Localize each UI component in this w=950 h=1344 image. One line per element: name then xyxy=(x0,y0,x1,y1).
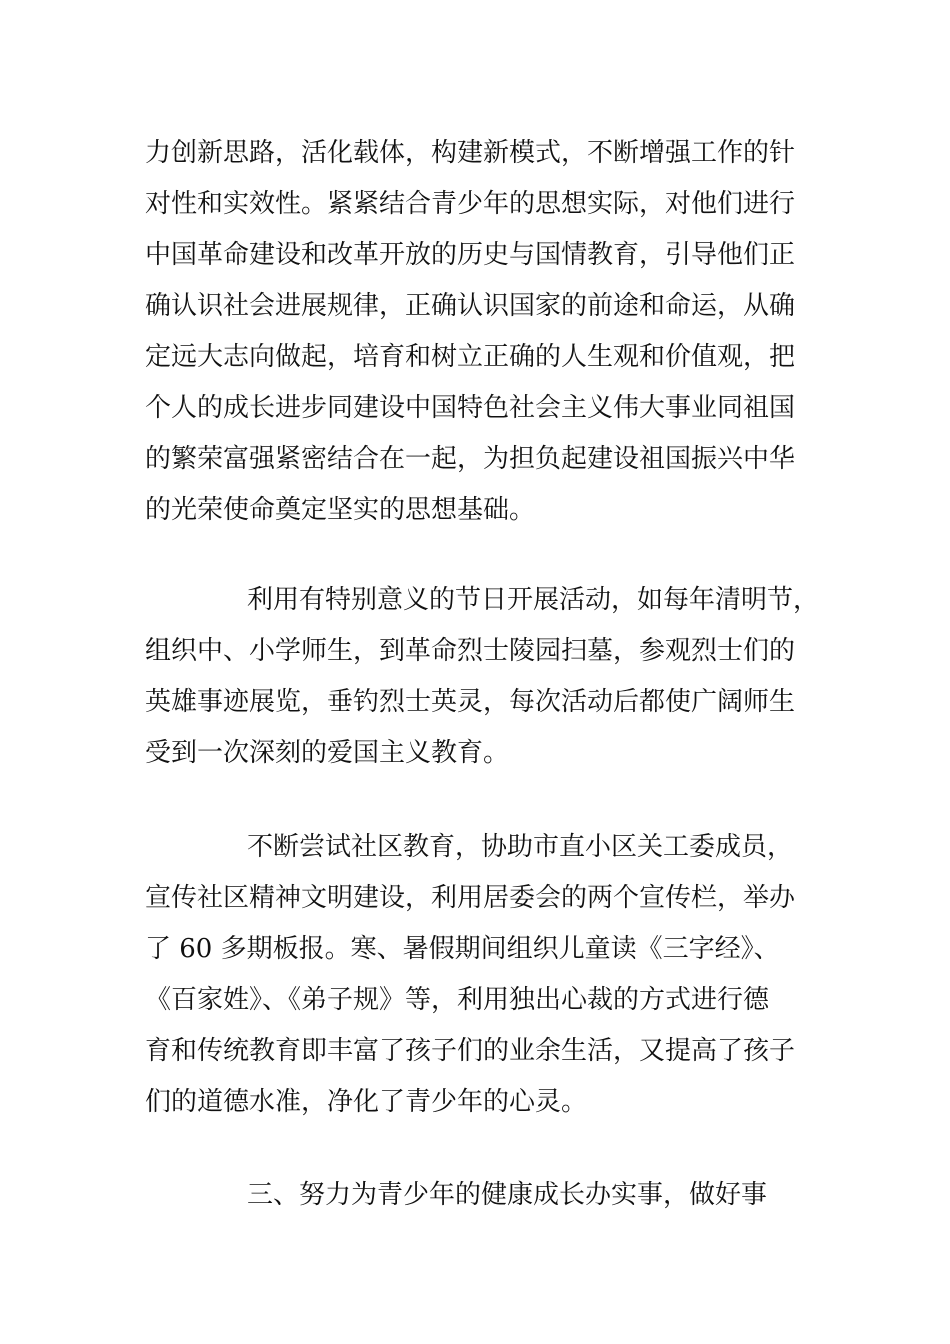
text-line: 们的道德水准，净化了青少年的心灵。 xyxy=(145,1087,588,1117)
text-line: 的繁荣富强紧密结合在一起，为担负起建设祖国振兴中华 xyxy=(145,444,796,474)
text-line: 宣传社区精神文明建设，利用居委会的两个宣传栏，举办 xyxy=(145,883,796,913)
text-line: 育和传统教育即丰富了孩子们的业余生活，又提高了孩子 xyxy=(145,1036,796,1066)
text-line: 组织中、小学师生，到革命烈士陵园扫墓，参观烈士们的 xyxy=(145,636,796,666)
text-line: 《百家姓》、《弟子规》等，利用独出心裁的方式进行德 xyxy=(145,985,770,1015)
text-line: 个人的成长进步同建设中国特色社会主义伟大事业同祖国 xyxy=(145,393,796,423)
section-heading-three xyxy=(145,1170,767,1221)
paragraph-community-education xyxy=(145,822,795,1128)
text-line: 确认识社会进展规律，正确认识国家的前途和命运，从确 xyxy=(145,291,796,321)
text-line: 不断尝试社区教育，协助市直小区关工委成员， xyxy=(247,832,794,862)
paragraph-festival-activities xyxy=(145,575,819,779)
text-line: 中国革命建设和改革开放的历史与国情教育，引导他们正 xyxy=(145,240,796,270)
heading-line: 三、努力为青少年的健康成长办实事，做好事 xyxy=(247,1180,768,1210)
text-line: 的光荣使命奠定坚实的思想基础。 xyxy=(145,495,536,525)
text-line: 受到一次深刻的爱国主义教育。 xyxy=(145,738,510,768)
text-line: 对性和实效性。紧紧结合青少年的思想实际，对他们进行 xyxy=(145,189,796,219)
paragraph-ideological-education xyxy=(145,128,795,536)
text-line: 力创新思路，活化载体，构建新模式，不断增强工作的针 xyxy=(145,138,796,168)
text-line: 定远大志向做起，培育和树立正确的人生观和价值观，把 xyxy=(145,342,796,372)
text-line: 利用有特别意义的节日开展活动，如每年清明节， xyxy=(247,585,820,615)
text-line: 英雄事迹展览，垂钓烈士英灵，每次活动后都使广阔师生 xyxy=(145,687,796,717)
text-line: 了 60 多期板报。寒、暑假期间组织儿童读《三字经》、 xyxy=(145,934,780,964)
